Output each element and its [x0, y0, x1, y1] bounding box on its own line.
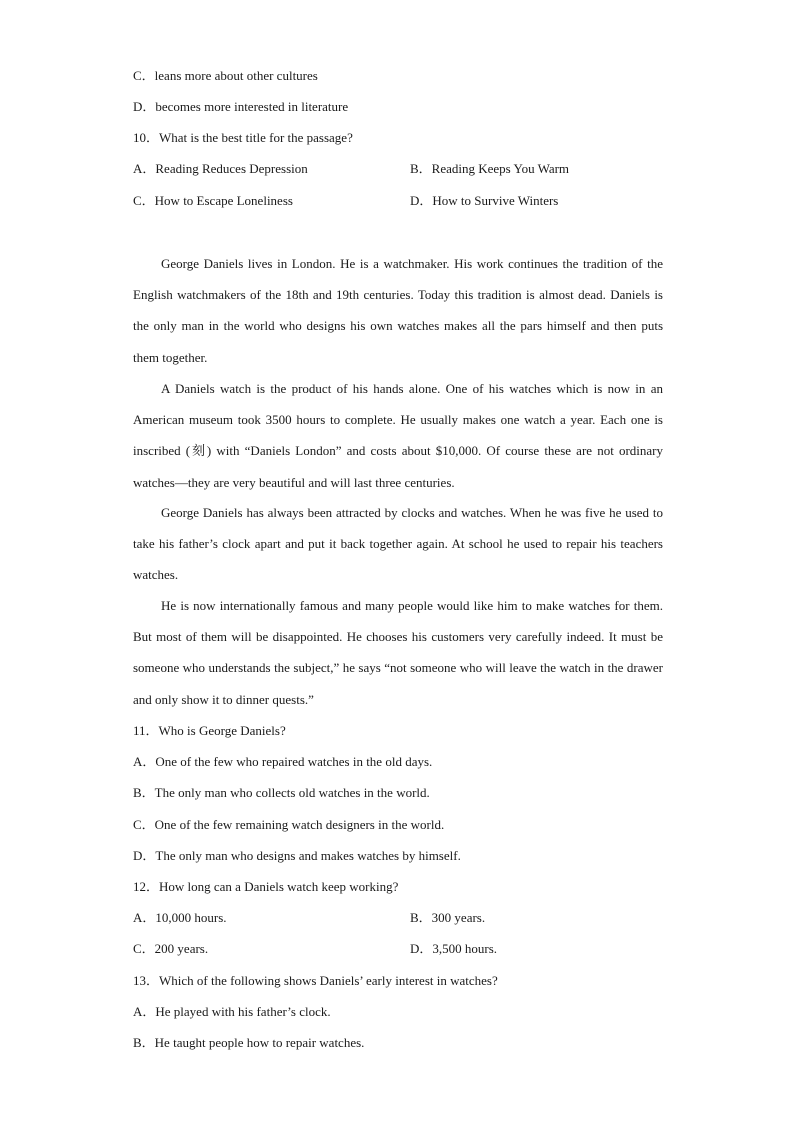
passage-paragraph-1: George Daniels lives in London. He is a watchmaker. His work continues the tradition of the English watchmakers of the 18th and 19th centuries. Today this tradition is almost dead. Daniels is the only man in the world who designs his own watches makes all the pars himself and then puts them together.: [133, 256, 663, 365]
q11-option-c: C．One of the few remaining watch designers in the world.: [133, 817, 445, 832]
q11-option-b: B．The only man who collects old watches in the world.: [133, 785, 430, 800]
q12-option-a: A．10,000 hours.: [133, 910, 227, 925]
q13-stem: 13．Which of the following shows Daniels’ early interest in watches?: [133, 973, 498, 988]
q12-option-d: D．3,500 hours.: [410, 941, 498, 956]
q11-stem: 11．Who is George Daniels?: [133, 723, 286, 738]
q10-stem: 10．What is the best title for the passage?: [133, 130, 353, 145]
q9-option-c: C．leans more about other cultures: [133, 68, 318, 83]
q9-option-d: D．becomes more interested in literature: [133, 99, 349, 114]
passage-paragraph-4: He is now internationally famous and many people would like him to make watches for them. But most of them will be disappointed. He chooses his customers very carefully indeed. It must be someone who understands the subject,” he says “not someone who will leave the watch in the drawer and only show it to dinner quests.”: [133, 598, 663, 707]
q11-option-a: A．One of the few who repaired watches in the old days.: [133, 754, 433, 769]
q13-option-a: A．He played with his father’s clock.: [133, 1004, 331, 1019]
q13-option-b: B．He taught people how to repair watches.: [133, 1035, 365, 1050]
q10-option-c: C．How to Escape Loneliness: [133, 193, 293, 208]
q12-option-b: B．300 years.: [410, 910, 486, 925]
passage-paragraph-2: A Daniels watch is the product of his hands alone. One of his watches which is now in an American museum took 3500 hours to complete. He usually makes one watch a year. Each one is inscribed (刻) with “Daniels London” and costs about $10,000. Of course these are not ordinary watches—they are very beautiful and will last three centuries.: [133, 381, 663, 490]
q12-stem: 12．How long can a Daniels watch keep working?: [133, 879, 399, 894]
q10-option-a: A．Reading Reduces Depression: [133, 161, 308, 176]
passage-paragraph-3: George Daniels has always been attracted by clocks and watches. When he was five he used to take his father’s clock apart and put it back together again. At school he used to repair his teachers watches.: [133, 505, 663, 583]
q12-option-c: C．200 years.: [133, 941, 209, 956]
q10-option-d: D．How to Survive Winters: [410, 193, 559, 208]
q10-option-b: B．Reading Keeps You Warm: [410, 161, 570, 176]
q11-option-d: D．The only man who designs and makes watches by himself.: [133, 848, 461, 863]
